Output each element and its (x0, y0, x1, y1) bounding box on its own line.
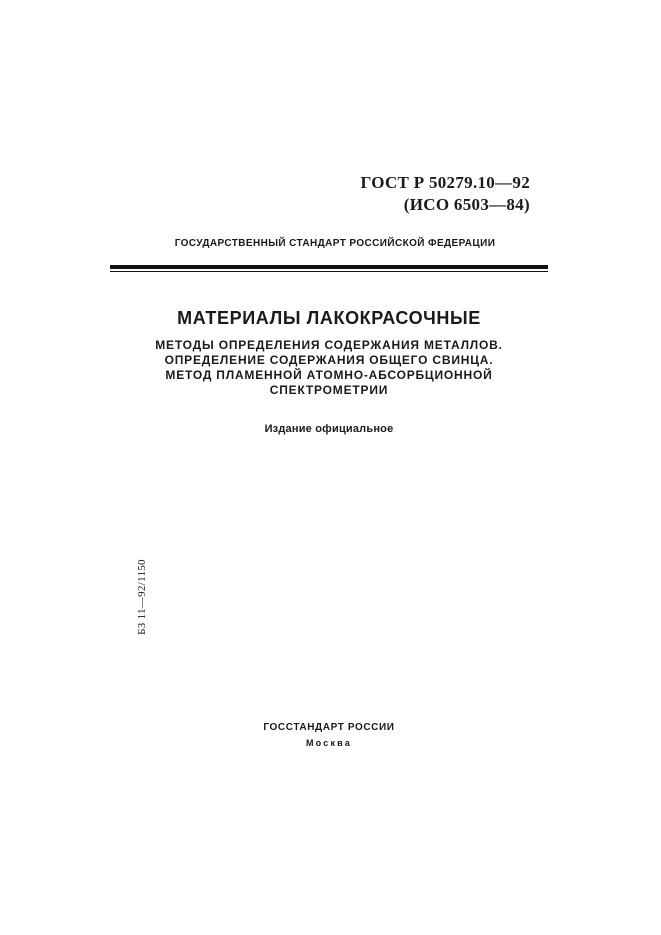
document-title: МАТЕРИАЛЫ ЛАКОКРАСОЧНЫЕ (177, 308, 481, 328)
subtitle-line: МЕТОД ПЛАМЕННОЙ АТОМНО-АБСОРБЦИОННОЙ (165, 368, 493, 382)
iso-code: (ИСО 6503—84) (403, 195, 530, 214)
side-code-block (135, 552, 149, 642)
subtitle-line: МЕТОДЫ ОПРЕДЕЛЕНИЯ СОДЕРЖАНИЯ МЕТАЛЛОВ. (155, 338, 503, 352)
publisher-name: ГОССТАНДАРТ РОССИИ (263, 722, 395, 733)
document-subtitle (110, 338, 548, 398)
side-code-text: БЗ 11—92/1150 (136, 559, 148, 635)
standard-code: ГОСТ Р 50279.10—92 (360, 173, 530, 192)
state-standard-label: ГОСУДАРСТВЕННЫЙ СТАНДАРТ РОССИЙСКОЙ ФЕДЕРАЦИИ (174, 238, 496, 249)
edition-label: Издание официальное (264, 423, 394, 435)
publisher-city: Москва (305, 738, 352, 748)
header-rule-thin (110, 271, 548, 272)
header-rule-thick (110, 265, 548, 269)
subtitle-line: ОПРЕДЕЛЕНИЕ СОДЕРЖАНИЯ ОБЩЕГО СВИНЦА. (164, 353, 494, 367)
subtitle-line: СПЕКТРОМЕТРИИ (269, 383, 389, 397)
standard-number-block (340, 172, 530, 216)
